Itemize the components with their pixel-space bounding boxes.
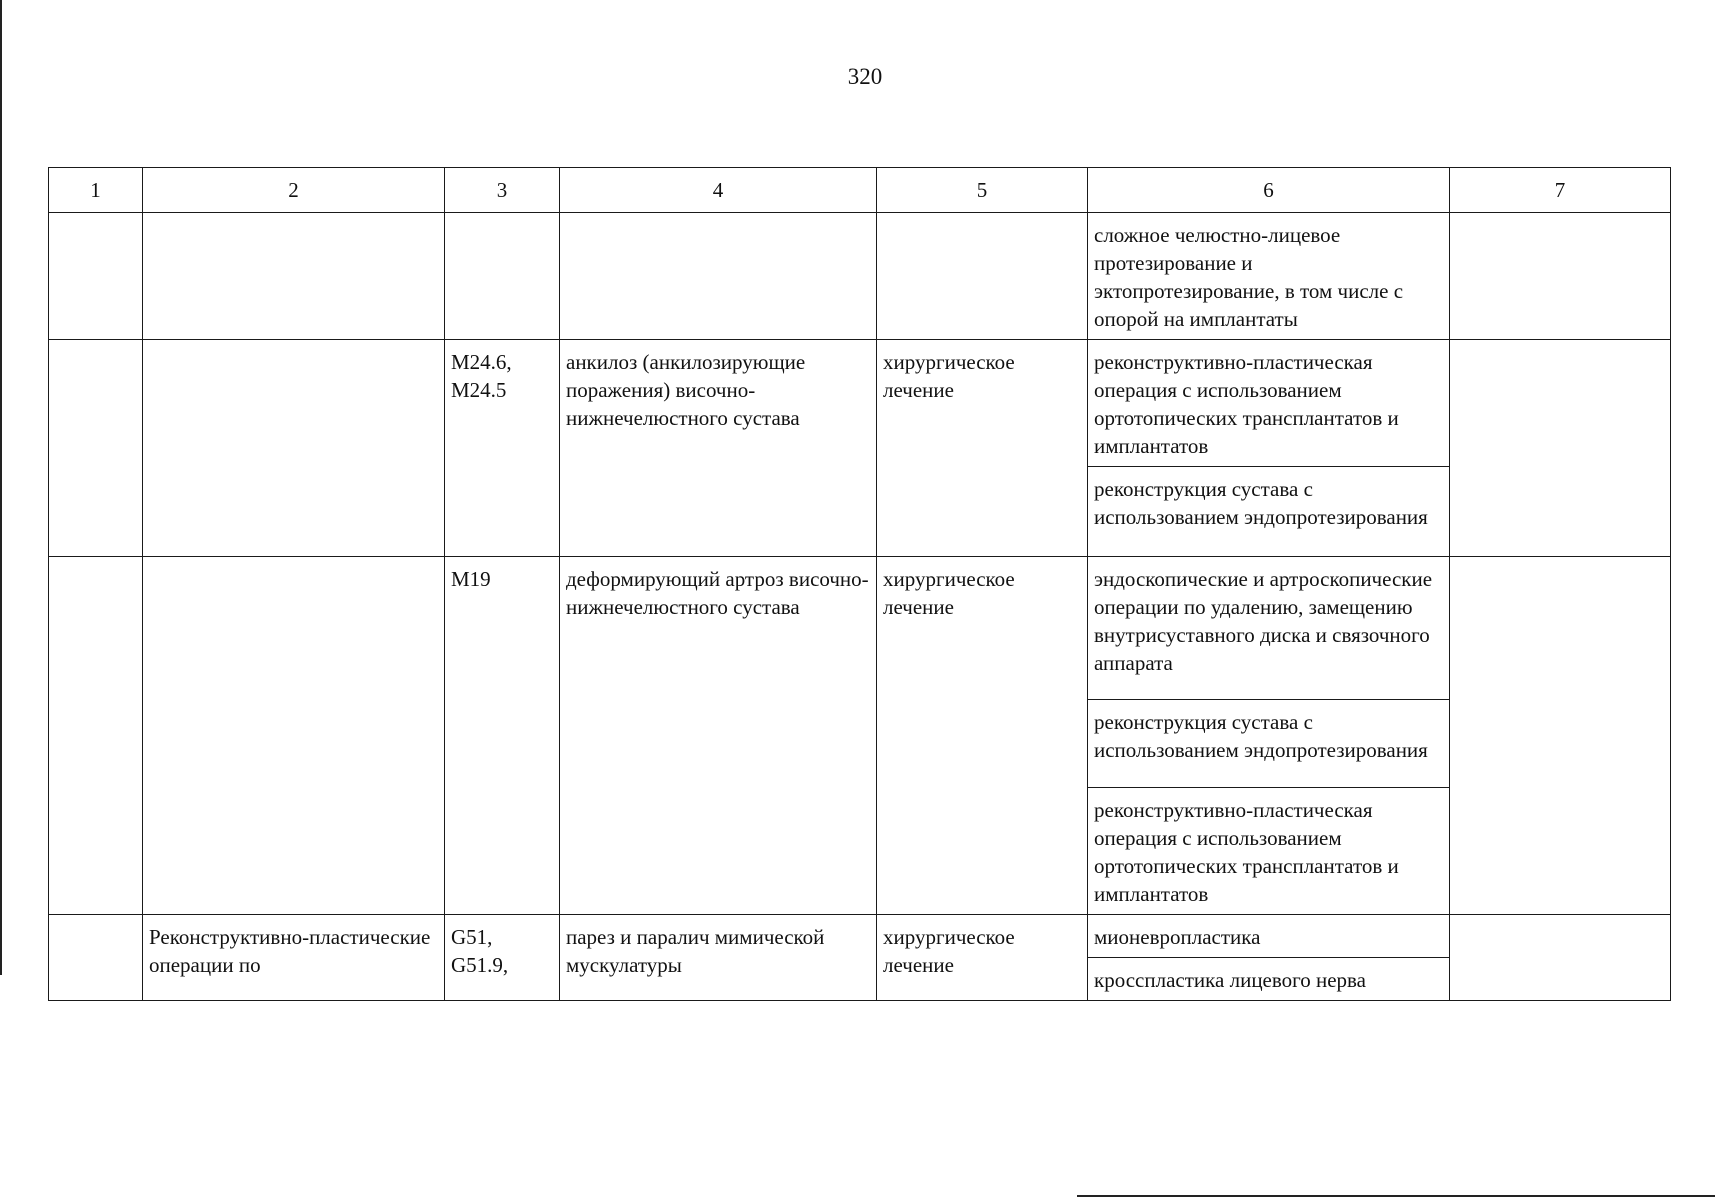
table-row xyxy=(49,213,1671,340)
table-cell xyxy=(560,213,877,340)
table-cell xyxy=(877,213,1088,340)
method-cell: эндоскопические и артроскопические операции по удалению, замещению внутрисуставного диска и связочного аппарата xyxy=(1088,557,1450,700)
procedure-name-cell: Реконструктивно-пластические операции по xyxy=(143,915,445,1001)
column-header: 4 xyxy=(560,168,877,213)
diagnosis-cell: деформирующий артроз височно-нижнечелюстного сустава xyxy=(560,557,877,915)
table-row xyxy=(49,340,1671,467)
table-cell xyxy=(49,213,143,340)
page-number: 320 xyxy=(847,64,883,89)
treatment-cell: хирургическое лечение xyxy=(877,340,1088,557)
method-cell: кросспластика лицевого нерва xyxy=(1088,958,1450,1001)
procedures-table xyxy=(48,167,1671,1001)
table-cell xyxy=(445,213,560,340)
method-cell: мионевропластика xyxy=(1088,915,1450,958)
table-cell xyxy=(1450,915,1671,1001)
column-header: 3 xyxy=(445,168,560,213)
column-header: 6 xyxy=(1088,168,1450,213)
column-header: 1 xyxy=(49,168,143,213)
table-row xyxy=(49,557,1671,700)
header-row xyxy=(49,168,1671,213)
diagnosis-cell: парез и паралич мимической мускулатуры xyxy=(560,915,877,1001)
column-header: 2 xyxy=(143,168,445,213)
table-cell xyxy=(49,340,143,557)
table-cell xyxy=(143,213,445,340)
scan-left-edge xyxy=(0,0,2,975)
method-cell: реконструктивно-пластическая операция с использованием ортотопических трансплантатов и имплантатов xyxy=(1088,788,1450,915)
diagnosis-cell: анкилоз (анкилозирующие поражения) височно-нижнечелюстного сустава xyxy=(560,340,877,557)
icd-code-cell: G51, G51.9, xyxy=(445,915,560,1001)
table-cell xyxy=(1450,557,1671,915)
treatment-cell: хирургическое лечение xyxy=(877,557,1088,915)
method-cell: реконструкция сустава с использованием эндопротезирования xyxy=(1088,700,1450,788)
table-cell xyxy=(1450,340,1671,557)
icd-code-cell: М19 xyxy=(445,557,560,915)
scan-bottom-edge xyxy=(1077,1195,1715,1197)
method-cell: реконструктивно-пластическая операция с использованием ортотопических трансплантатов и имплантатов xyxy=(1088,340,1450,467)
table-cell xyxy=(143,557,445,915)
treatment-cell: хирургическое лечение xyxy=(877,915,1088,1001)
column-header: 7 xyxy=(1450,168,1671,213)
table-cell xyxy=(143,340,445,557)
table-cell xyxy=(49,915,143,1001)
table-cell xyxy=(1450,213,1671,340)
method-cell: сложное челюстно-лицевое протезирование и эктопротезирование, в том числе с опорой на имплантаты xyxy=(1088,213,1450,340)
method-cell: реконструкция сустава с использованием эндопротезирования xyxy=(1088,467,1450,557)
column-header: 5 xyxy=(877,168,1088,213)
icd-code-cell: М24.6, М24.5 xyxy=(445,340,560,557)
table-cell xyxy=(49,557,143,915)
table-row xyxy=(49,915,1671,958)
